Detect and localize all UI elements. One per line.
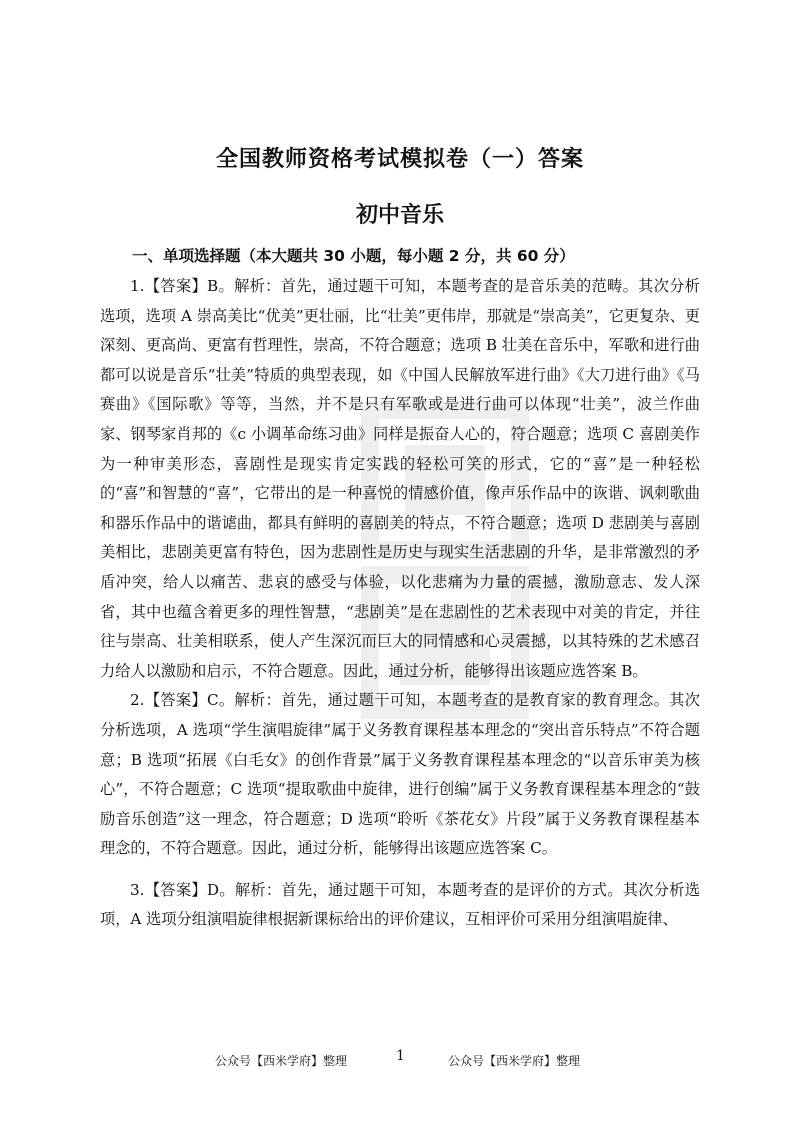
answer-content xyxy=(100,272,700,935)
document-title: 全国教师资格考试模拟卷（一）答案 xyxy=(215,147,584,172)
answer-paragraph-2: 2.【答案】C。解析：首先，通过题干可知，本题考查的是教育家的教育理念。其次分析选项，A 选项“学生演唱旋律”属于义务教育课程基本理念的“突出音乐特点”不符合题意；B 选项“拓展《白毛女》的创作背景”属于义务教育课程基本理念的“以音乐审美为核心”，不符合题意；C 选项“提取歌曲中旋律，进行创编”属于义务教育课程基本理念的“鼓励音乐创造”这一理念，符合题意；D 选项“聆听《茶花女》片段”属于义务教育课程基本理念的，不符合题意。因此，通过分析，能够得出该题应选答案 C。 xyxy=(100,691,700,858)
page-number: 1 xyxy=(396,1048,405,1064)
answer-paragraph-3: 3.【答案】D。解析：首先，通过题干可知，本题考查的是评价的方式。其次分析选项，A 选项分组演唱旋律根据新课标给出的评价建议，互相评价可采用分组演唱旋律、 xyxy=(100,880,700,929)
document-subtitle: 初中音乐 xyxy=(355,203,444,228)
footer-source-left: 公众号【西米学府】整理 xyxy=(215,1054,348,1068)
section-heading: 一、单项选择题（本大题共 30 小题，每小题 2 分，共 60 分） xyxy=(132,247,575,265)
footer-source-right: 公众号【西米学府】整理 xyxy=(448,1054,581,1068)
answer-paragraph-1: 1.【答案】B。解析：首先，通过题干可知，本题考查的是音乐美的范畴。其次分析选项，选项 A 崇高美比“优美”更壮丽，比“壮美”更伟岸，那就是“崇高美”，它更复杂、更深刻、更高尚、更富有哲理性，崇高，不符合题意；选项 B 壮美在音乐中，军歌和进行曲都可以说是音乐“壮美”特质的典型表现，如《中国人民解放军进行曲》《大刀进行曲》《马赛曲》《国际歌》等等，当然，并不是只有军歌或是进行曲可以体现“壮美”，波兰作曲家、钢琴家肖邦的《c 小调革命练习曲》同样是振奋人心的，符合题意；选项 C 喜剧美作为一种审美形态，喜剧性是现实肯定实践的轻松可笑的形式，它的“喜”是一种轻松的“喜”和智慧的“喜”，它带出的是一种喜悦的情感价值，像声乐作品中的诙谐、讽刺歌曲和器乐作品中的谐谑曲，都具有鲜明的喜剧美的特点，不符合题意；选项 D 悲剧美与喜剧美相比，悲剧美更富有特色，因为悲剧性是历史与现实生活悲剧的升华，是非常激烈的矛盾冲突，给人以痛苦、悲哀的感受与体验，以化悲痛为力量的震撼，激励意志、发人深省，其中也蕴含着更多的理性智慧，“悲剧美”是在悲剧性的艺术表现中对美的肯定，并往往与崇高、壮美相联系，使人产生深沉而巨大的同情感和心灵震撼，以其特殊的艺术感召力给人以激励和启示，不符合题意。因此，通过分析，能够得出该题应选答案 B。 xyxy=(100,277,700,680)
